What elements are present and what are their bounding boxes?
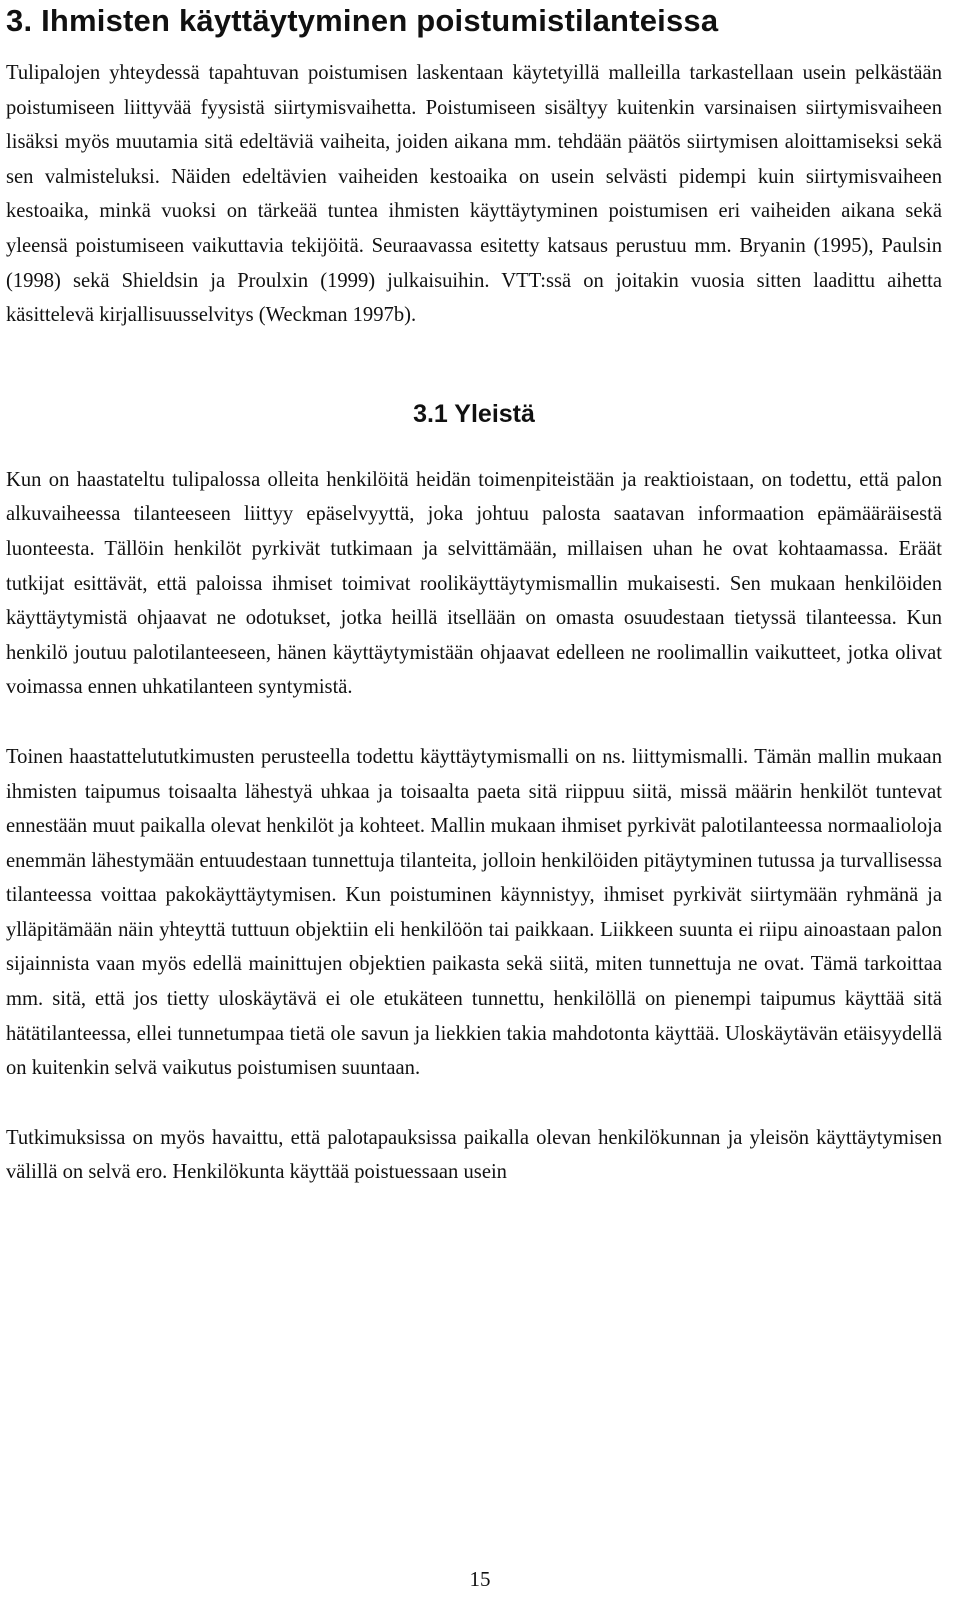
intro-paragraph: Tulipalojen yhteydessä tapahtuvan poistumisen laskentaan käytetyillä malleilla tarkastellaan usein pelkästään poistumiseen liittyvää fyysistä siirtymisvaihetta. Poistumiseen sisältyy kuitenkin varsinaisen siirtymisvaiheen lisäksi myös muutamia sitä edeltäviä vaiheita, joiden aikana mm. tehdään päätös siirtymisen aloittamiseksi sekä sen valmisteluksi. Näiden edeltävien vaiheiden kestoaika on usein selvästi pidempi kuin siirtymisvaiheen kestoaika, minkä vuoksi on tärkeää tuntea ihmisten käyttäytyminen poistumisen eri vaiheiden aikana sekä yleensä poistumiseen vaikuttavia tekijöitä. Seuraavassa esitetty katsaus perustuu mm. Bryanin (1995), Paulsin (1998) sekä Shieldsin ja Proulxin (1999) julkaisuihin. VTT:ssä on joitakin vuosia sitten laadittu aihetta käsittelevä kirjallisuusselvitys (Weckman 1997b). xyxy=(6,62,942,327)
section-paragraph-3: Tutkimuksissa on myös havaittu, että palotapauksissa paikalla olevan henkilökunnan ja yleisön käyttäytymisen välillä on selvä ero. Henkilökunta käyttää poistuessaan usein xyxy=(6,1126,942,1184)
chapter-title: 3. Ihmisten käyttäytyminen poistumistilanteissa xyxy=(6,3,719,38)
section-title: 3.1 Yleistä xyxy=(413,399,535,428)
page-number: 15 xyxy=(469,1567,491,1591)
section-paragraph-1: Kun on haastateltu tulipalossa olleita henkilöitä heidän toimenpiteistään ja reaktioistaan, on todettu, että palon alkuvaiheessa tilanteeseen liittyy epäselvyyttä, joka johtuu palosta saatavan informaation epämääräisestä luonteesta. Tällöin henkilöt pyrkivät tutkimaan ja selvittämään, millaisen uhan he ovat kohtaamassa. Eräät tutkijat esittävät, että paloissa ihmiset toimivat roolikäyttäytymismallin mukaisesti. Sen mukaan henkilöiden käyttäytymistä ohjaavat ne odotukset, jotka heillä itsellään on omasta osuudestaan tietyssä tilanteessa. Kun henkilö joutuu palotilanteeseen, hänen käyttäytymistään ohjaavat edelleen ne roolimallin vaikutteet, jotka olivat voimassa ennen uhkatilanteen syntymistä. xyxy=(6,468,942,699)
section-paragraph-2: Toinen haastattelututkimusten perusteella todettu käyttäytymismalli on ns. liittymismalli. Tämän mallin mukaan ihmisten taipumus toisaalta lähestyä uhkaa ja toisaalta paeta sitä riippuu siitä, missä määrin henkilöt tuntevat ennestään muut paikalla olevat henkilöt ja kohteet. Mallin mukaan ihmiset pyrkivät palotilanteessa normaalioloja enemmän lähestymään entuudestaan tunnettuja tilanteita, jolloin henkilöiden pitäytyminen tutussa ja turvallisessa tilanteessa voittaa pakokäyttäytymisen. Kun poistuminen käynnistyy, ihmiset pyrkivät siirtymään ryhmänä ja ylläpitämään näin yhteyttä tuttuun objektiin eli henkilöön tai paikkaan. Liikkeen suunta ei riipu ainoastaan palon sijainnista vaan myös edellä mainittujen objektien paikasta sekä siitä, miten tunnettuja ne ovat. Tämä tarkoittaa mm. sitä, että jos tietty uloskäytävä ei ole etukäteen tunnettu, henkilöllä on pienempi taipumus käyttää sitä hätätilanteessa, ellei tunnetumpaa tietä ole savun ja liekkien takia mahdotonta käyttää. Uloskäytävän etäisyydellä on kuitenkin selvä vaikutus poistumisen suuntaan. xyxy=(6,745,942,1080)
